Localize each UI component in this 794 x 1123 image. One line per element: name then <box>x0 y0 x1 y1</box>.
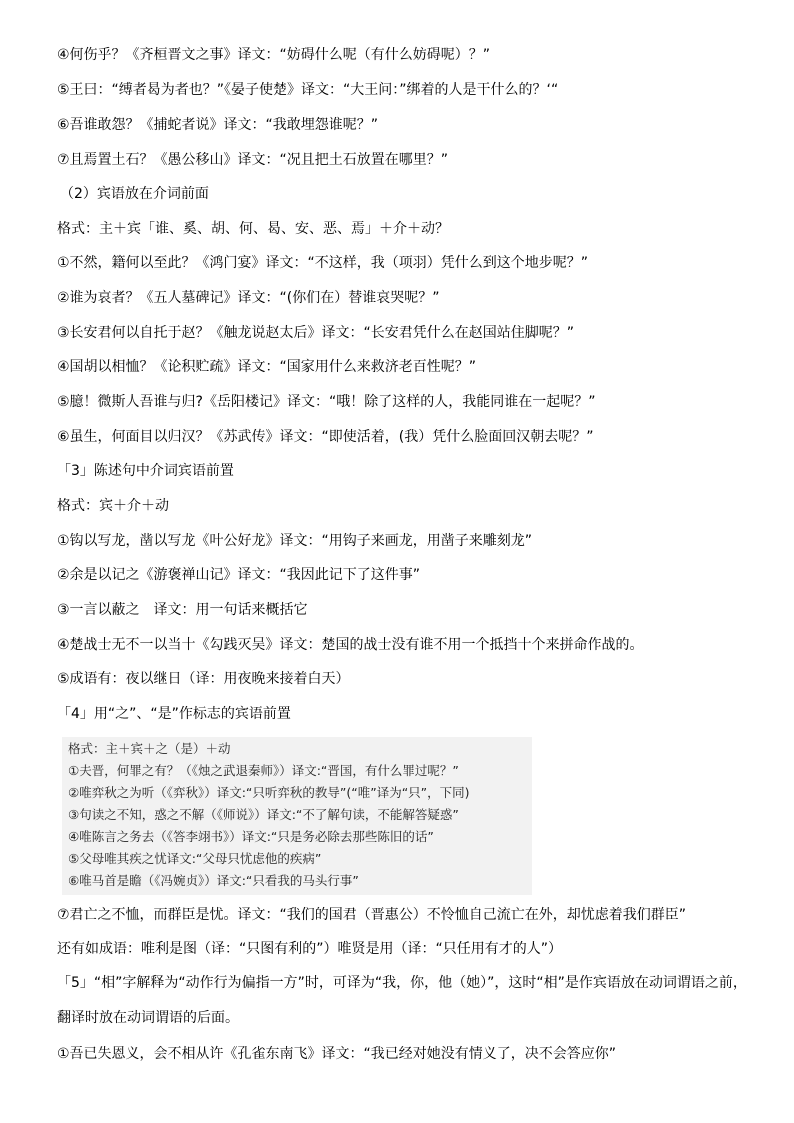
scan-example-line: ①夫晋，何罪之有？（《烛之武退秦师》）译文:“晋国，有什么罪过呢？” <box>68 763 459 778</box>
example-line: ⑤臆！微斯人吾谁与归?《岳阳楼记》译文：“哦！除了这样的人，我能同谁在一起呢？” <box>57 394 596 410</box>
scan-example-line: ④唯陈言之务去（《答李翊书》）译文:“只是务必除去那些陈旧的话” <box>68 829 434 844</box>
example-line: ④何伤乎？《齐桓晋文之事》译文：“妨碍什么呢（有什么妨碍呢）？” <box>57 47 491 63</box>
example-line: ①钩以写龙，凿以写龙《叶公好龙》译文：“用钩子来画龙，用凿子来雕刻龙” <box>57 533 533 549</box>
example-line: ④国胡以相恤？《论积贮疏》译文：“国家用什么来救济老百性呢？” <box>57 359 477 375</box>
scan-format-line: 格式：主＋宾＋之（是）＋动 <box>68 741 231 756</box>
example-line: ⑤成语有：夜以继日（译：用夜晚来接着白天） <box>57 671 350 687</box>
example-line: ⑦且焉置土石？《愚公移山》译文：“况且把土石放置在哪里？” <box>57 152 449 168</box>
scan-example-line: ⑤父母唯其疾之忧译文:“父母只忧虑他的疾病” <box>68 851 322 866</box>
example-line: ③长安君何以自托于赵？《触龙说赵太后》译文：“长安君凭什么在赵国站住脚呢？” <box>57 325 575 341</box>
scan-example-line: ②唯弈秋之为听（《弈秋》）译文:“只听弈秋的教导”(“唯”译为“只”，下同) <box>68 785 470 800</box>
example-line: ④楚战士无不一以当十《勾践灭吴》译文：楚国的战士没有谁不用一个抵挡十个来拼命作战的。 <box>57 637 644 653</box>
example-line: ②谁为哀者？《五人墓碑记》译文：“(你们在）替谁哀哭呢？” <box>57 290 440 306</box>
example-line: ⑥虽生，何面目以归汉？《苏武传》译文：“即使活着，(我）凭什么脸面回汉朝去呢？” <box>57 429 594 445</box>
section-heading: 「5」“相”字解释为“动作行为偏指一方”时，可译为“我，你，他（她）”，这时“相”是作宾语放在动词谓语之前，翻译时放在动词谓语的后面。 <box>57 975 747 1026</box>
example-line: ⑤王曰：“缚者曷为者也？”《晏子使楚》译文：“大王问：”绑着的人是干什么的？‘“ <box>57 82 559 98</box>
scanned-excerpt <box>62 737 532 895</box>
example-line: ③一言以蔽之 译文：用一句话来概括它 <box>57 602 308 618</box>
example-line: ①不然，籍何以至此？《鸿门宴》译文：“不这样，我（项羽）凭什么到这个地步呢？” <box>57 255 589 271</box>
example-line: ②余是以记之《游褒禅山记》译文：“我因此记下了这件事” <box>57 567 421 583</box>
example-line: 还有如成语：唯利是图（译：“只图有利的”）唯贤是用（译：“只任用有才的人”） <box>57 941 563 957</box>
format-line: 格式：宾＋介＋动 <box>57 498 169 514</box>
scan-example-line: ③句读之不知，惑之不解（《师说》）译文:“不了解句读，不能解答疑惑” <box>68 807 459 822</box>
section-heading: （2）宾语放在介词前面 <box>60 186 209 202</box>
section-heading: 「4」用“之”、“是”作标志的宾语前置 <box>57 706 291 722</box>
example-line: ⑥吾谁敢怨？《捕蛇者说》译文：“我敢埋怨谁呢？” <box>57 117 379 133</box>
example-line: ①吾已失恩义，会不相从许《孔雀东南飞》译文：“我已经对她没有情义了，决不会答应你” <box>57 1046 617 1062</box>
scan-example-line: ⑥唯马首是瞻（《冯婉贞》）译文:“只看我的马头行事” <box>68 873 359 888</box>
format-line: 格式：主＋宾「谁、奚、胡、何、曷、安、恶、焉」＋介＋动？ <box>57 221 449 237</box>
example-line: ⑦君亡之不恤，而群臣是忧。译文：“我们的国君（晋惠公）不怜恤自己流亡在外，却忧虑着我们群臣” <box>57 907 687 923</box>
section-heading: 「3」陈述句中介词宾语前置 <box>57 463 234 479</box>
